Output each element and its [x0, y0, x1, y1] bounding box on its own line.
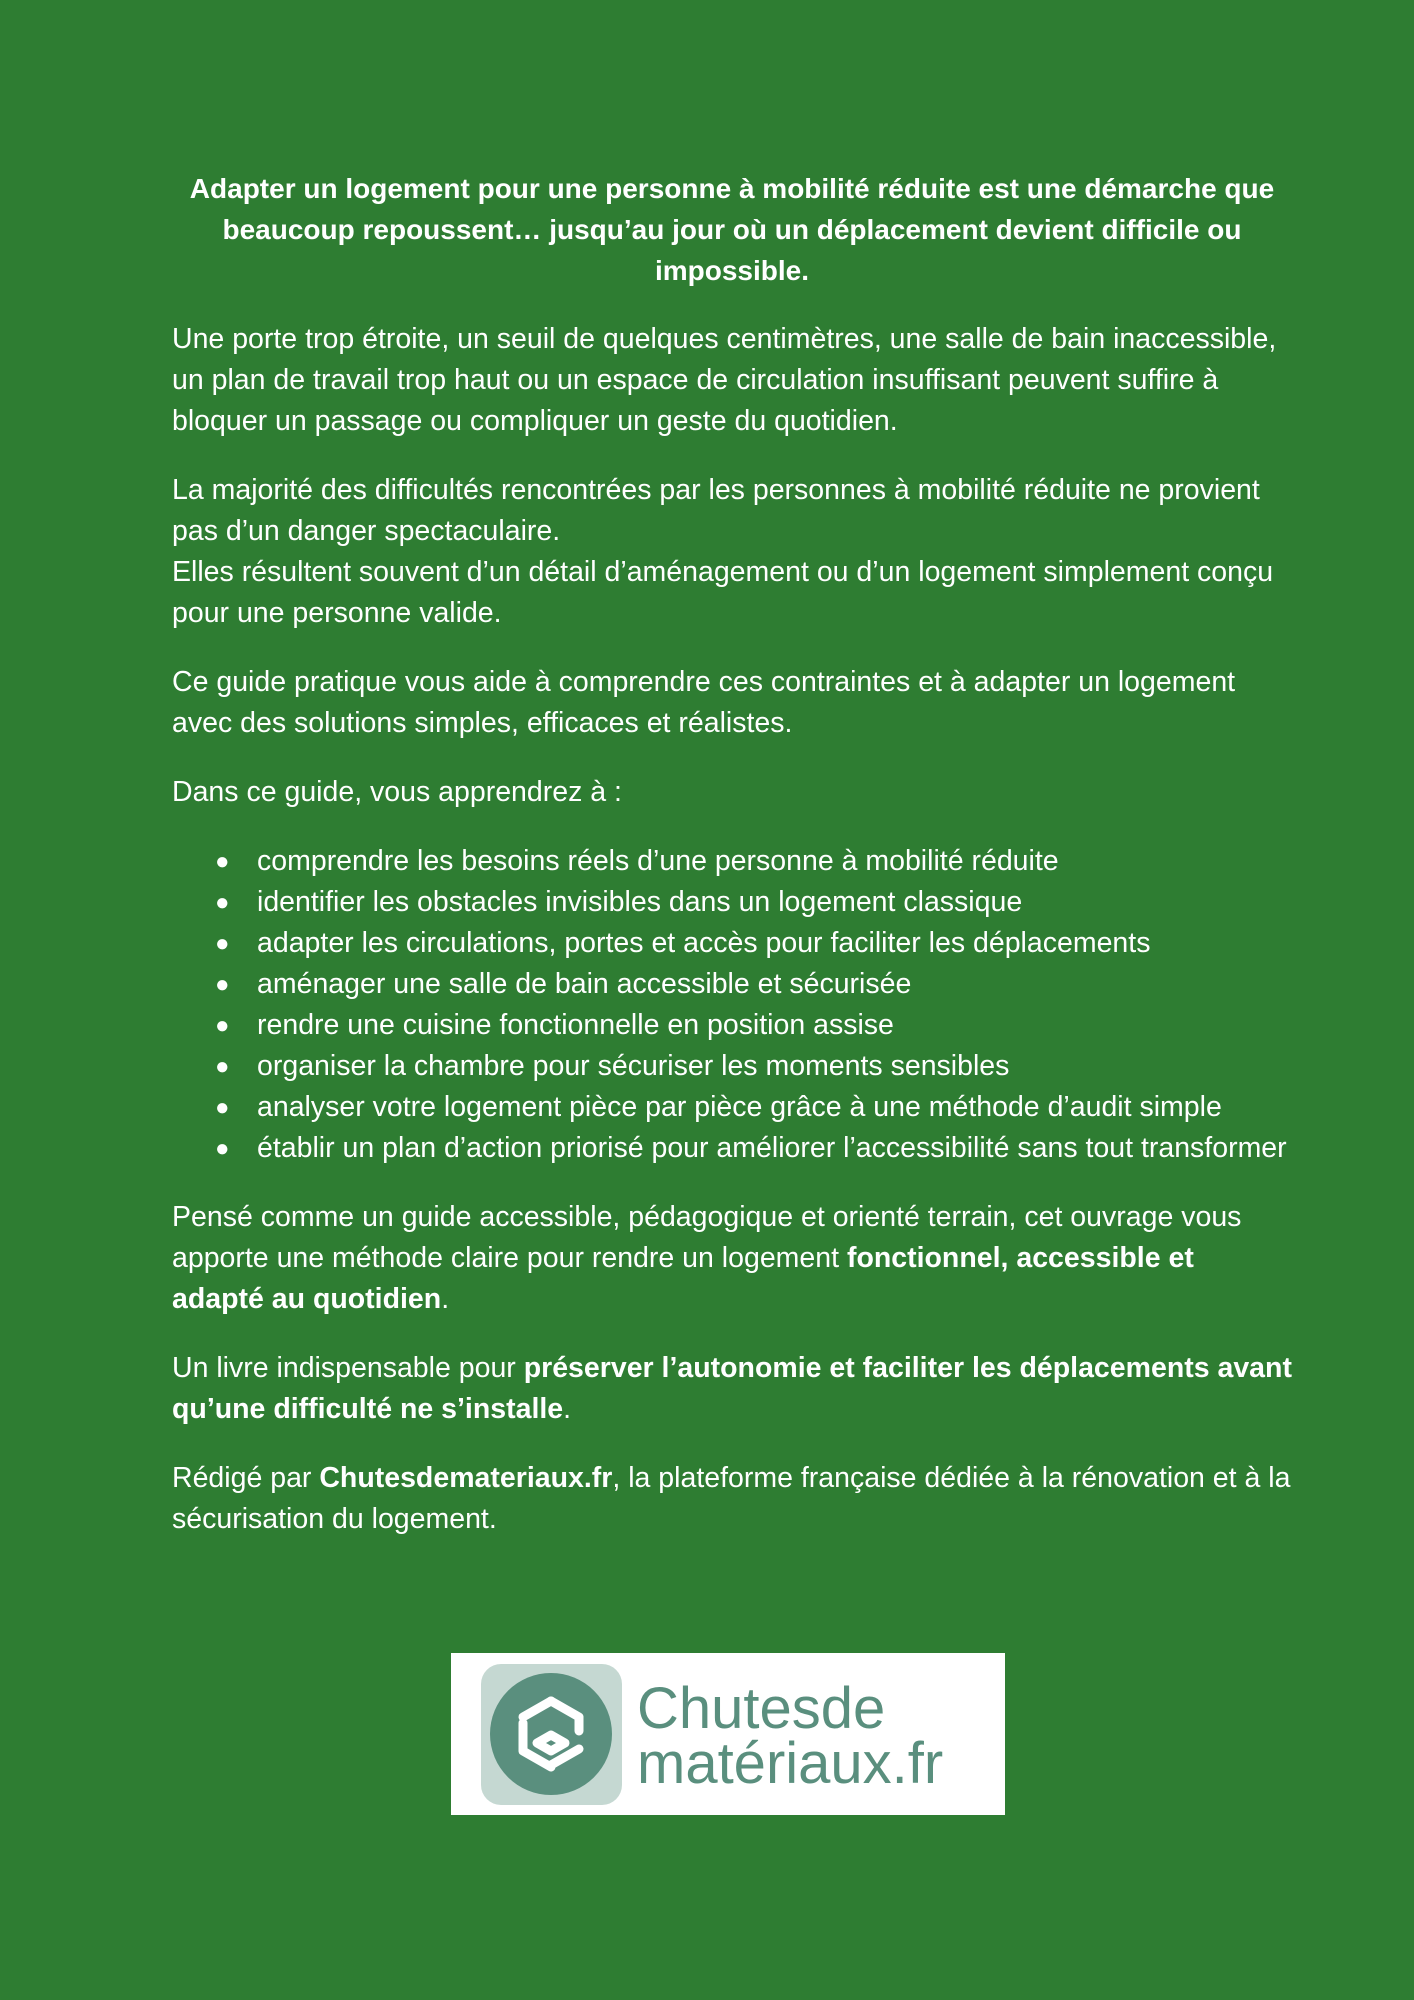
intro-headline: Adapter un logement pour une personne à mobilité réduite est une démarche que beaucoup repoussent… jusqu’au jour où un déplacement devient difficile ou impossible.	[189, 173, 1275, 286]
paragraph-essential: Un livre indispensable pour préserver l’autonomie et faciliter les déplacements avant qu’une difficulté ne s’installe.	[172, 1352, 1292, 1425]
bullet-icon: ●	[215, 1135, 230, 1162]
list-item: ● aménager une salle de bain accessible et sécurisée	[172, 964, 1292, 1005]
paragraph-difficulties	[172, 470, 1292, 634]
bullet-icon: ●	[215, 848, 230, 875]
bullet-icon: ●	[215, 889, 230, 916]
bullet-icon: ●	[215, 1012, 230, 1039]
paragraph-guide-purpose: Ce guide pratique vous aide à comprendre ces contraintes et à adapter un logement avec des solutions simples, efficaces et réalistes.	[172, 666, 1236, 739]
paragraph-obstacles: Une porte trop étroite, un seuil de quelques centimètres, une salle de bain inaccessible, un plan de travail trop haut ou un espace de circulation insuffisant peuvent suffire à bloquer un passage ou compliquer un geste du quotidien.	[172, 323, 1277, 437]
learn-list	[172, 841, 1292, 1169]
bullet-icon: ●	[215, 1094, 230, 1121]
list-item: ● établir un plan d’action priorisé pour améliorer l’accessibilité sans tout transformer	[172, 1128, 1292, 1169]
logo-text-line2: matériaux.fr	[637, 1731, 944, 1796]
bullet-icon: ●	[215, 930, 230, 957]
list-item: ● analyser votre logement pièce par pièce grâce à une méthode d’audit simple	[172, 1087, 1292, 1128]
paragraph-method: Pensé comme un guide accessible, pédagogique et orienté terrain, cet ouvrage vous apporte une méthode claire pour rendre un logement fonctionnel, accessible et adapté au quotidien.	[172, 1201, 1242, 1315]
list-item: ● comprendre les besoins réels d’une personne à mobilité réduite	[172, 841, 1292, 882]
list-item: ● rendre une cuisine fonctionnelle en position assise	[172, 1005, 1292, 1046]
bullet-icon: ●	[215, 1053, 230, 1080]
bullet-icon: ●	[215, 971, 230, 998]
paragraph-difficulties-line2: Elles résultent souvent d’un détail d’aménagement ou d’un logement simplement conçu pour une personne valide.	[172, 556, 1274, 629]
paragraph-learn-intro: Dans ce guide, vous apprendrez à :	[172, 776, 622, 808]
logo-text-line1: Chutesde	[637, 1676, 886, 1741]
list-item: ● adapter les circulations, portes et accès pour faciliter les déplacements	[172, 923, 1292, 964]
list-item: ● organiser la chambre pour sécuriser les moments sensibles	[172, 1046, 1292, 1087]
paragraph-author: Rédigé par Chutesdemateriaux.fr, la plateforme française dédiée à la rénovation et à la sécurisation du logement.	[172, 1462, 1291, 1535]
back-cover-text	[172, 168, 1292, 1568]
publisher-logo	[451, 1653, 1005, 1815]
list-item: ● identifier les obstacles invisibles dans un logement classique	[172, 882, 1292, 923]
paragraph-difficulties-line1: La majorité des difficultés rencontrées par les personnes à mobilité réduite ne provient pas d’un danger spectaculaire.	[172, 474, 1260, 547]
hexagon-cube-icon	[481, 1664, 622, 1805]
